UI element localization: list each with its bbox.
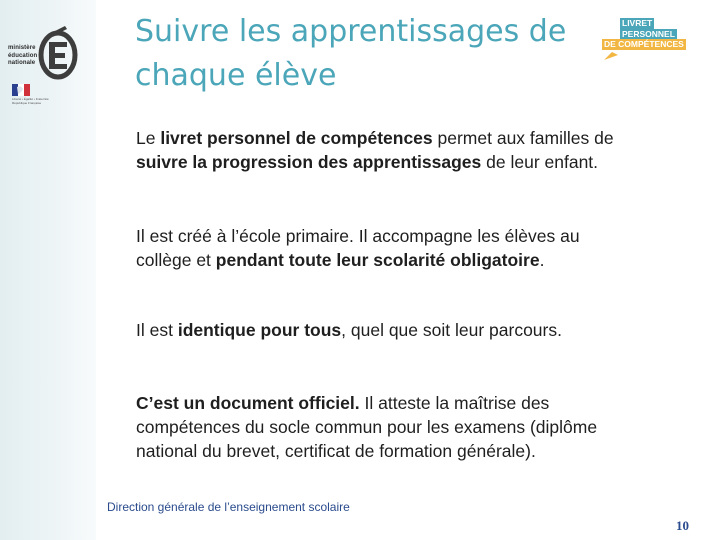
text: Il est (136, 320, 178, 340)
bold-text: C’est un document officiel. (136, 393, 360, 413)
paragraph-3-line-1 (136, 318, 696, 342)
text: permet aux familles de (432, 128, 614, 148)
text: de leur enfant. (481, 152, 599, 172)
ministry-line-2: éducation (8, 52, 38, 59)
marianne-flag-icon (12, 84, 30, 96)
ministry-line-3: nationale (8, 60, 36, 66)
badge-line-1: LIVRET (622, 18, 653, 28)
ministry-logo-text (8, 45, 40, 68)
republic-name: République Française (12, 100, 42, 105)
bold-text: livret personnel de compétences (160, 128, 433, 148)
paragraph-4-line-3: national du brevet, certificat de formation générale). (136, 441, 536, 461)
bold-text: identique pour tous (177, 320, 342, 340)
paragraph-2-line-1: Il est créé à l’école primaire. Il accompagne les élèves au (136, 226, 580, 246)
title-line-2: chaque élève (135, 58, 337, 93)
ministry-logo (8, 24, 78, 104)
paragraph-1 (136, 126, 696, 174)
livret-badge (598, 16, 690, 62)
text: collège et (136, 250, 216, 270)
education-e-icon (38, 24, 78, 80)
footer-text: Direction générale de l’enseignement scolaire (107, 500, 350, 514)
paragraph-4-line-2: compétences du socle commun pour les examens (diplôme (136, 417, 598, 437)
republic-motto: Liberté • Égalité • Fraternité (12, 97, 49, 101)
badge-line-2: PERSONNEL (622, 28, 675, 39)
page-title (135, 10, 595, 98)
bold-text: pendant toute leur scolarité obligatoire (215, 250, 540, 270)
text: Il atteste la maîtrise des (359, 393, 550, 413)
badge-line-3: DE COMPÉTENCES (604, 39, 684, 49)
sidebar-panel (0, 0, 96, 540)
paragraph-4-line-1 (136, 391, 696, 415)
republic-text (12, 98, 58, 105)
paragraph-1-line-1 (136, 126, 696, 150)
page-number: 10 (676, 518, 689, 533)
paragraph-2-line-2 (136, 248, 696, 272)
paragraph-2 (136, 224, 696, 272)
title-line-1: Suivre les apprentissages de (135, 14, 567, 49)
bold-text: suivre la progression des apprentissages (136, 152, 482, 172)
paragraph-1-line-2 (136, 150, 696, 174)
paragraph-4 (136, 391, 696, 463)
paragraph-3 (136, 318, 696, 342)
text: Le (136, 128, 161, 148)
ministry-line-1: ministère (8, 45, 36, 51)
text: . (539, 250, 545, 270)
text: , quel que soit leur parcours. (341, 320, 562, 340)
